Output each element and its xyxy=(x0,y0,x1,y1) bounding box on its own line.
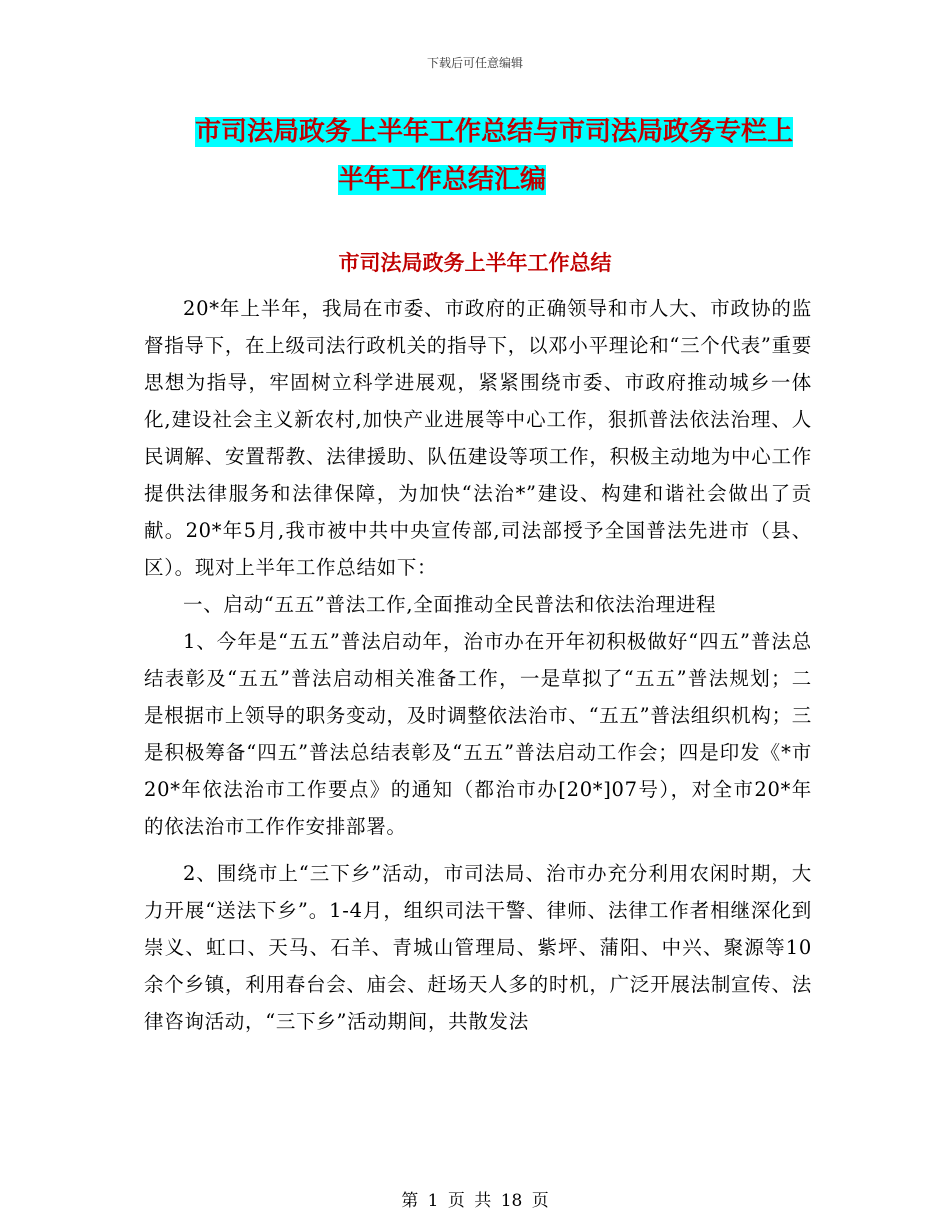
page-number: 第 1 页 共 18 页 xyxy=(401,1191,549,1211)
page-header-note: 下载后可任意编辑 xyxy=(426,56,523,70)
document-title xyxy=(140,108,820,204)
title-line-1: 市司法局政务上半年工作总结与市司法局政务专栏上 xyxy=(195,117,794,147)
paragraph-intro: 20*年上半年，我局在市委、市政府的正确领导和市人大、市政协的监督指导下，在上级司法行政机关的指导下，以邓小平理论和“三个代表”重要思想为指导，牢固树立科学进展观，紧紧围绕市委、市政府推动城乡一体化,建设社会主义新农村,加快产业进展等中心工作，狠抓普法依法治理、人民调解、安置帮教、法律援助、队伍建设等项工作，积极主动地为中心工作提供法律服务和法律保障，为加快“法治*”建设、构建和谐社会做出了贡献。20*年5月,我市被中共中央宣传部,司法部授予全国普法先进市（县、区）。现对上半年工作总结如下： xyxy=(144,297,812,579)
paragraph-heading-1: 一、启动“五五”普法工作,全面推动全民普法和依法治理进程 xyxy=(183,593,717,616)
section-title: 市司法局政务上半年工作总结 xyxy=(338,251,612,275)
paragraph-item-2: 2、围绕市上“三下乡”活动，市司法局、治市办充分利用农闲时期，大力开展“送法下乡”。1-4月，组织司法干警、律师、法律工作者相继深化到崇义、虹口、天马、石羊、青城山管理局、紫坪、蒲阳、中兴、聚源等10余个乡镇，利用春台会、庙会、赶场天人多的时机，广泛开展法制宣传、法律咨询活动，“三下乡”活动期间，共散发法 xyxy=(144,862,812,1033)
document-body xyxy=(144,290,812,1040)
title-line-2: 半年工作总结汇编 xyxy=(338,165,547,195)
paragraph-item-1: 1、今年是“五五”普法启动年，治市办在开年初积极做好“四五”普法总结表彰及“五五”普法启动相关准备工作，一是草拟了“五五”普法规划；二是根据市上领导的职务变动，及时调整依法治市、“五五”普法组织机构；三是积极筹备“四五”普法总结表彰及“五五”普法启动工作会；四是印发《*市20*年依法治市工作要点》的通知（都治市办[20*]07号），对全市20*年的依法治市工作作安排部署。 xyxy=(144,630,812,838)
